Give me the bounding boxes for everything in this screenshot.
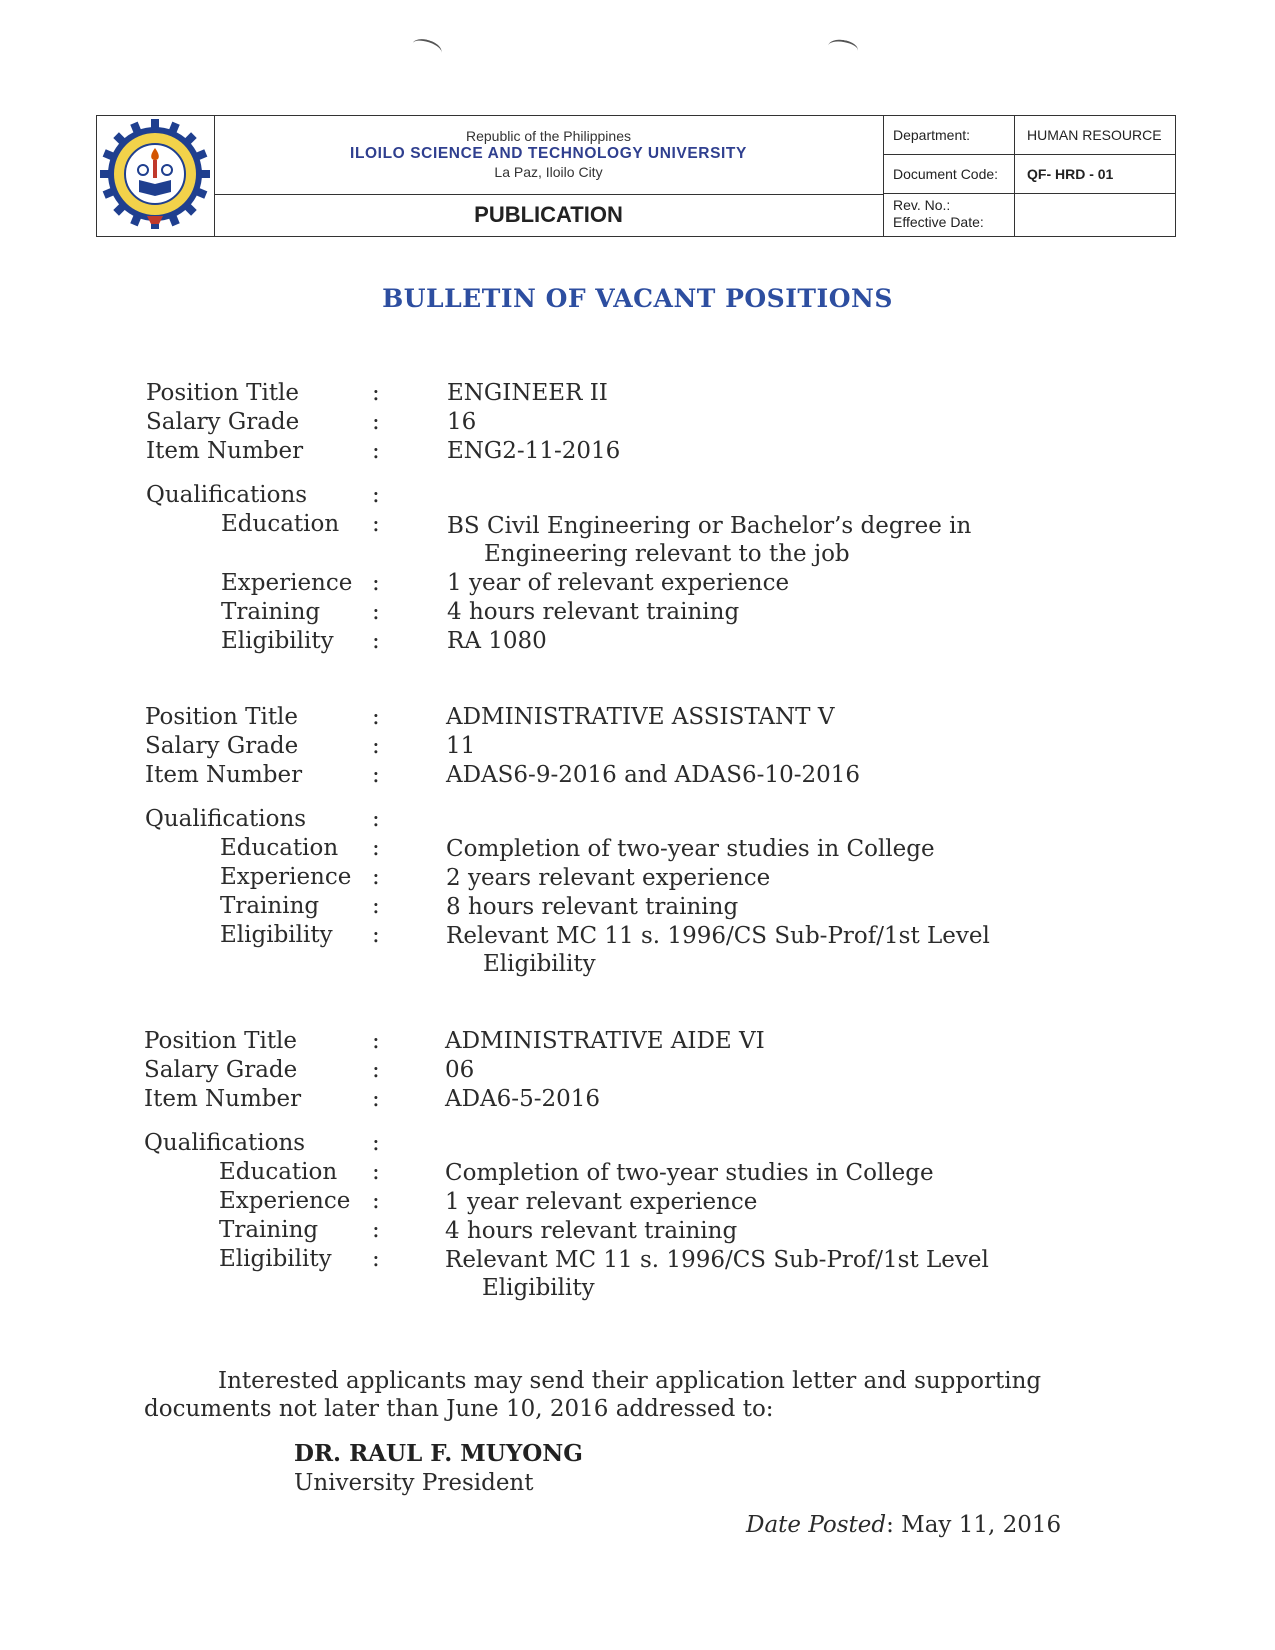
- salary-grade-value: 16: [447, 409, 477, 435]
- colon: :: [372, 599, 380, 625]
- colon: :: [372, 1246, 380, 1272]
- item-number-value: ADAS6-9-2016 and ADAS6-10-2016: [446, 762, 861, 788]
- document-header: [96, 115, 1176, 237]
- position-title-label: Position Title: [144, 1028, 298, 1054]
- education-label: Education: [220, 835, 339, 861]
- university-name: ILOILO SCIENCE AND TECHNOLOGY UNIVERSITY: [350, 145, 747, 162]
- date-posted-separator: :: [886, 1512, 902, 1538]
- colon: :: [372, 835, 380, 861]
- position-title-value: ADMINISTRATIVE AIDE VI: [445, 1028, 765, 1054]
- eligibility-value-line2: Eligibility: [482, 1275, 595, 1301]
- colon: :: [372, 893, 380, 919]
- education-value-line2: Engineering relevant to the job: [484, 541, 850, 567]
- position-title-value: ADMINISTRATIVE ASSISTANT V: [446, 704, 835, 730]
- colon: :: [372, 1130, 380, 1156]
- colon: :: [372, 704, 380, 730]
- staple-mark-left: [410, 36, 443, 60]
- eligibility-label: Eligibility: [219, 1246, 332, 1272]
- department-row: [883, 116, 1175, 155]
- eligibility-label: Eligibility: [221, 628, 334, 654]
- date-posted: [746, 1512, 1061, 1538]
- instructions-line1: Interested applicants may send their application letter and supporting: [218, 1368, 1042, 1394]
- rev-no-label: Rev. No.:: [893, 197, 951, 213]
- experience-value: 2 years relevant experience: [446, 865, 771, 891]
- colon: :: [372, 570, 380, 596]
- colon: :: [372, 1057, 380, 1083]
- experience-value: 1 year relevant experience: [445, 1189, 758, 1215]
- salary-grade-value: 11: [446, 733, 476, 759]
- education-value-line1: BS Civil Engineering or Bachelor’s degree in: [447, 513, 972, 539]
- eligibility-value-line1: RA 1080: [447, 628, 547, 654]
- education-value-line1: Completion of two-year studies in College: [446, 836, 935, 862]
- experience-label: Experience: [219, 1188, 351, 1214]
- colon: :: [372, 438, 380, 464]
- training-value: 4 hours relevant training: [445, 1218, 738, 1244]
- training-value: 4 hours relevant training: [447, 599, 740, 625]
- colon: :: [372, 733, 380, 759]
- qualifications-label: Qualifications: [146, 482, 308, 508]
- position-title-label: Position Title: [146, 380, 300, 406]
- colon: :: [372, 1159, 380, 1185]
- effective-date-label: Effective Date:: [893, 214, 984, 230]
- training-label: Training: [220, 893, 320, 919]
- position-title-value: ENGINEER II: [447, 380, 608, 406]
- eligibility-label: Eligibility: [220, 922, 333, 948]
- eligibility-value-line2: Eligibility: [483, 951, 596, 977]
- colon: :: [372, 1086, 380, 1112]
- staple-mark-right: [827, 38, 859, 59]
- item-number-value: ADA6-5-2016: [445, 1086, 601, 1112]
- training-value: 8 hours relevant training: [446, 894, 739, 920]
- education-value-line1: Completion of two-year studies in College: [445, 1160, 934, 1186]
- colon: :: [372, 1217, 380, 1243]
- signatory-name: DR. RAUL F. MUYONG: [294, 1440, 583, 1467]
- salary-grade-value: 06: [445, 1057, 475, 1083]
- header-title-area: [214, 116, 884, 236]
- qualifications-label: Qualifications: [145, 806, 307, 832]
- bulletin-title: BULLETIN OF VACANT POSITIONS: [382, 284, 893, 313]
- colon: :: [372, 482, 380, 508]
- item-number-label: Item Number: [146, 438, 304, 464]
- item-number-label: Item Number: [145, 762, 303, 788]
- colon: :: [372, 1028, 380, 1054]
- department-value: HUMAN RESOURCE: [1027, 127, 1162, 143]
- signatory-title: University President: [294, 1470, 534, 1496]
- doc-code-value: QF- HRD - 01: [1027, 166, 1114, 182]
- document-meta-table: [883, 116, 1175, 236]
- education-label: Education: [221, 511, 340, 537]
- education-label: Education: [219, 1159, 338, 1185]
- colon: :: [372, 762, 380, 788]
- date-posted-value: May 11, 2016: [901, 1512, 1062, 1538]
- position-title-label: Position Title: [145, 704, 299, 730]
- salary-grade-label: Salary Grade: [144, 1057, 298, 1083]
- doc-code-row: [883, 155, 1175, 194]
- colon: :: [372, 511, 380, 537]
- institution-block: [214, 116, 883, 195]
- date-posted-label: Date Posted: [746, 1512, 887, 1538]
- eligibility-value-line1: Relevant MC 11 s. 1996/CS Sub-Prof/1st Level: [446, 923, 990, 949]
- experience-label: Experience: [221, 570, 353, 596]
- department-label: Department:: [883, 116, 1015, 154]
- doc-code-label: Document Code:: [883, 155, 1015, 193]
- logo-cell: [97, 116, 215, 236]
- university-seal-logo: [97, 116, 214, 235]
- revision-label-cell: [883, 194, 1015, 236]
- colon: :: [372, 380, 380, 406]
- republic-text: Republic of the Philippines: [466, 128, 631, 144]
- salary-grade-label: Salary Grade: [145, 733, 299, 759]
- item-number-value: ENG2-11-2016: [447, 438, 621, 464]
- instructions-line2: documents not later than June 10, 2016 addressed to:: [144, 1396, 774, 1422]
- qualifications-label: Qualifications: [144, 1130, 306, 1156]
- colon: :: [372, 864, 380, 890]
- colon: :: [372, 409, 380, 435]
- university-location: La Paz, Iloilo City: [494, 164, 603, 180]
- experience-label: Experience: [220, 864, 352, 890]
- salary-grade-label: Salary Grade: [146, 409, 300, 435]
- colon: :: [372, 922, 380, 948]
- revision-row: [883, 194, 1175, 236]
- experience-value: 1 year of relevant experience: [447, 570, 790, 596]
- item-number-label: Item Number: [144, 1086, 302, 1112]
- colon: :: [372, 1188, 380, 1214]
- colon: :: [372, 806, 380, 832]
- form-type: PUBLICATION: [474, 202, 623, 227]
- revision-value: [1015, 194, 1175, 236]
- application-instructions: [144, 1367, 1041, 1423]
- eligibility-value-line1: Relevant MC 11 s. 1996/CS Sub-Prof/1st Level: [445, 1247, 989, 1273]
- colon: :: [372, 628, 380, 654]
- training-label: Training: [219, 1217, 319, 1243]
- training-label: Training: [221, 599, 321, 625]
